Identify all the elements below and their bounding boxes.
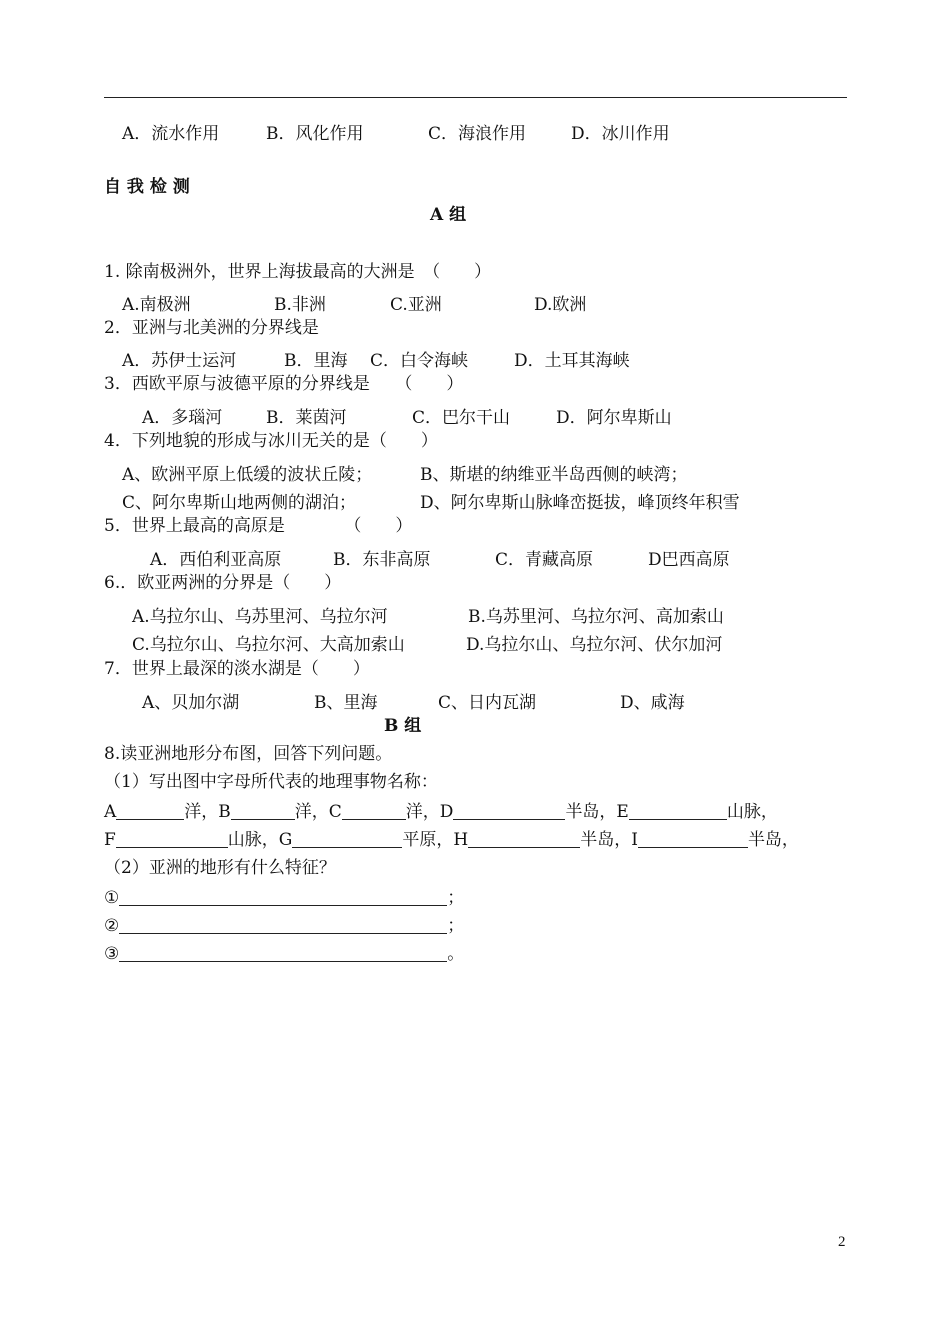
fill-blank-f[interactable]	[116, 829, 228, 848]
q1-option-d: D.欧洲	[534, 295, 587, 315]
fill-label: 半岛，	[747, 830, 799, 850]
q1-option-a: A.南极洲	[122, 295, 191, 315]
q1-option-b: B.非洲	[274, 295, 326, 315]
fill-label: 平原，H	[402, 830, 469, 850]
group-b-heading: B 组	[384, 716, 422, 736]
fill-blank-b[interactable]	[231, 801, 295, 820]
q4-option-c: C、阿尔卑斯山地两侧的湖泊；	[122, 493, 357, 513]
q5-option-c: C．青藏高原	[495, 550, 594, 570]
q8-answer-3	[104, 943, 464, 964]
q3-option-b: B．莱茵河	[266, 408, 347, 428]
q5-stem: 5．世界上最高的高原是 （ ）	[104, 516, 413, 536]
q4-stem: 4．下列地貌的形成与冰川无关的是（ ）	[104, 431, 438, 451]
q6-option-a: A.乌拉尔山、乌苏里河、乌拉尔河	[132, 607, 388, 627]
fill-label: 洋，D	[405, 802, 454, 822]
fill-label: 半岛，I	[580, 830, 638, 850]
answer-end: 。	[447, 944, 465, 964]
answer-blank-2[interactable]	[119, 915, 447, 934]
fill-label: 山脉，G	[227, 830, 293, 850]
q1-option-c: C.亚洲	[390, 295, 442, 315]
q2-option-b: B．里海	[284, 351, 348, 371]
answer-mark: ③	[104, 944, 120, 964]
q6-option-b: B.乌苏里河、乌拉尔河、高加索山	[468, 607, 724, 627]
q7-option-a: A、贝加尔湖	[142, 693, 240, 713]
q8-answer-2	[104, 915, 464, 936]
answer-end: ；	[447, 888, 465, 908]
q5-option-b: B．东非高原	[333, 550, 431, 570]
q8-fill-row-2	[104, 829, 799, 850]
fill-label: 山脉，	[726, 802, 778, 822]
answer-mark: ②	[104, 916, 120, 936]
q8-part2: （2）亚洲的地形有什么特征？	[104, 858, 336, 878]
prev-option-d: D．冰川作用	[571, 124, 670, 144]
prev-option-b: B．风化作用	[266, 124, 364, 144]
q8-part1: （1）写出图中字母所代表的地理事物名称：	[104, 772, 438, 792]
q4-option-b: B、斯堪的纳维亚半岛西侧的峡湾；	[420, 465, 688, 485]
answer-mark: ①	[104, 888, 120, 908]
q6-option-d: D.乌拉尔山、乌拉尔河、伏尔加河	[466, 635, 723, 655]
fill-blank-i[interactable]	[638, 829, 748, 848]
fill-label: F	[104, 830, 116, 850]
section-title: 自 我 检 测	[104, 177, 190, 197]
answer-end: ；	[447, 916, 465, 936]
q2-option-a: A．苏伊士运河	[122, 351, 237, 371]
fill-blank-a[interactable]	[116, 801, 184, 820]
q7-option-d: D、咸海	[620, 693, 685, 713]
fill-blank-g[interactable]	[292, 829, 402, 848]
fill-blank-c[interactable]	[342, 801, 406, 820]
q6-stem: 6.．欧亚两洲的分界是（ ）	[104, 573, 342, 593]
fill-label: 洋，C	[294, 802, 342, 822]
q3-option-a: A．多瑙河	[142, 408, 223, 428]
fill-blank-h[interactable]	[468, 829, 580, 848]
fill-blank-d[interactable]	[453, 801, 565, 820]
q3-stem: 3．西欧平原与波德平原的分界线是 （ ）	[104, 374, 464, 394]
q2-option-c: C．白令海峡	[370, 351, 469, 371]
answer-blank-1[interactable]	[119, 887, 447, 906]
q5-option-d: D巴西高原	[648, 550, 730, 570]
fill-label: A	[104, 802, 117, 822]
prev-option-c: C．海浪作用	[428, 124, 527, 144]
q8-answer-1	[104, 887, 464, 908]
group-a-heading: A 组	[430, 205, 467, 225]
q7-option-c: C、日内瓦湖	[438, 693, 537, 713]
q1-stem: 1. 除南极洲外，世界上海拔最高的大洲是 （ ）	[104, 262, 492, 282]
header-rule	[104, 97, 847, 98]
q3-option-d: D．阿尔卑斯山	[556, 408, 672, 428]
q4-option-d: D、阿尔卑斯山脉峰峦挺拔，峰顶终年积雪	[420, 493, 740, 513]
q7-stem: 7．世界上最深的淡水湖是（ ）	[104, 659, 370, 679]
q7-option-b: B、里海	[314, 693, 378, 713]
fill-blank-e[interactable]	[629, 801, 727, 820]
q8-fill-row-1	[104, 801, 778, 822]
answer-blank-3[interactable]	[119, 943, 447, 962]
page-number: 2	[838, 1234, 846, 1250]
q8-stem: 8.读亚洲地形分布图，回答下列问题。	[104, 744, 393, 764]
q5-option-a: A．西伯利亚高原	[150, 550, 282, 570]
q2-option-d: D．土耳其海峡	[514, 351, 630, 371]
fill-label: 半岛，E	[565, 802, 629, 822]
q6-option-c: C.乌拉尔山、乌拉尔河、大高加索山	[132, 635, 405, 655]
q2-stem: 2．亚洲与北美洲的分界线是	[104, 318, 319, 338]
q3-option-c: C．巴尔干山	[412, 408, 511, 428]
prev-option-a: A．流水作用	[122, 124, 220, 144]
q4-option-a: A、欧洲平原上低缓的波状丘陵；	[122, 465, 373, 485]
fill-label: 洋，B	[184, 802, 231, 822]
